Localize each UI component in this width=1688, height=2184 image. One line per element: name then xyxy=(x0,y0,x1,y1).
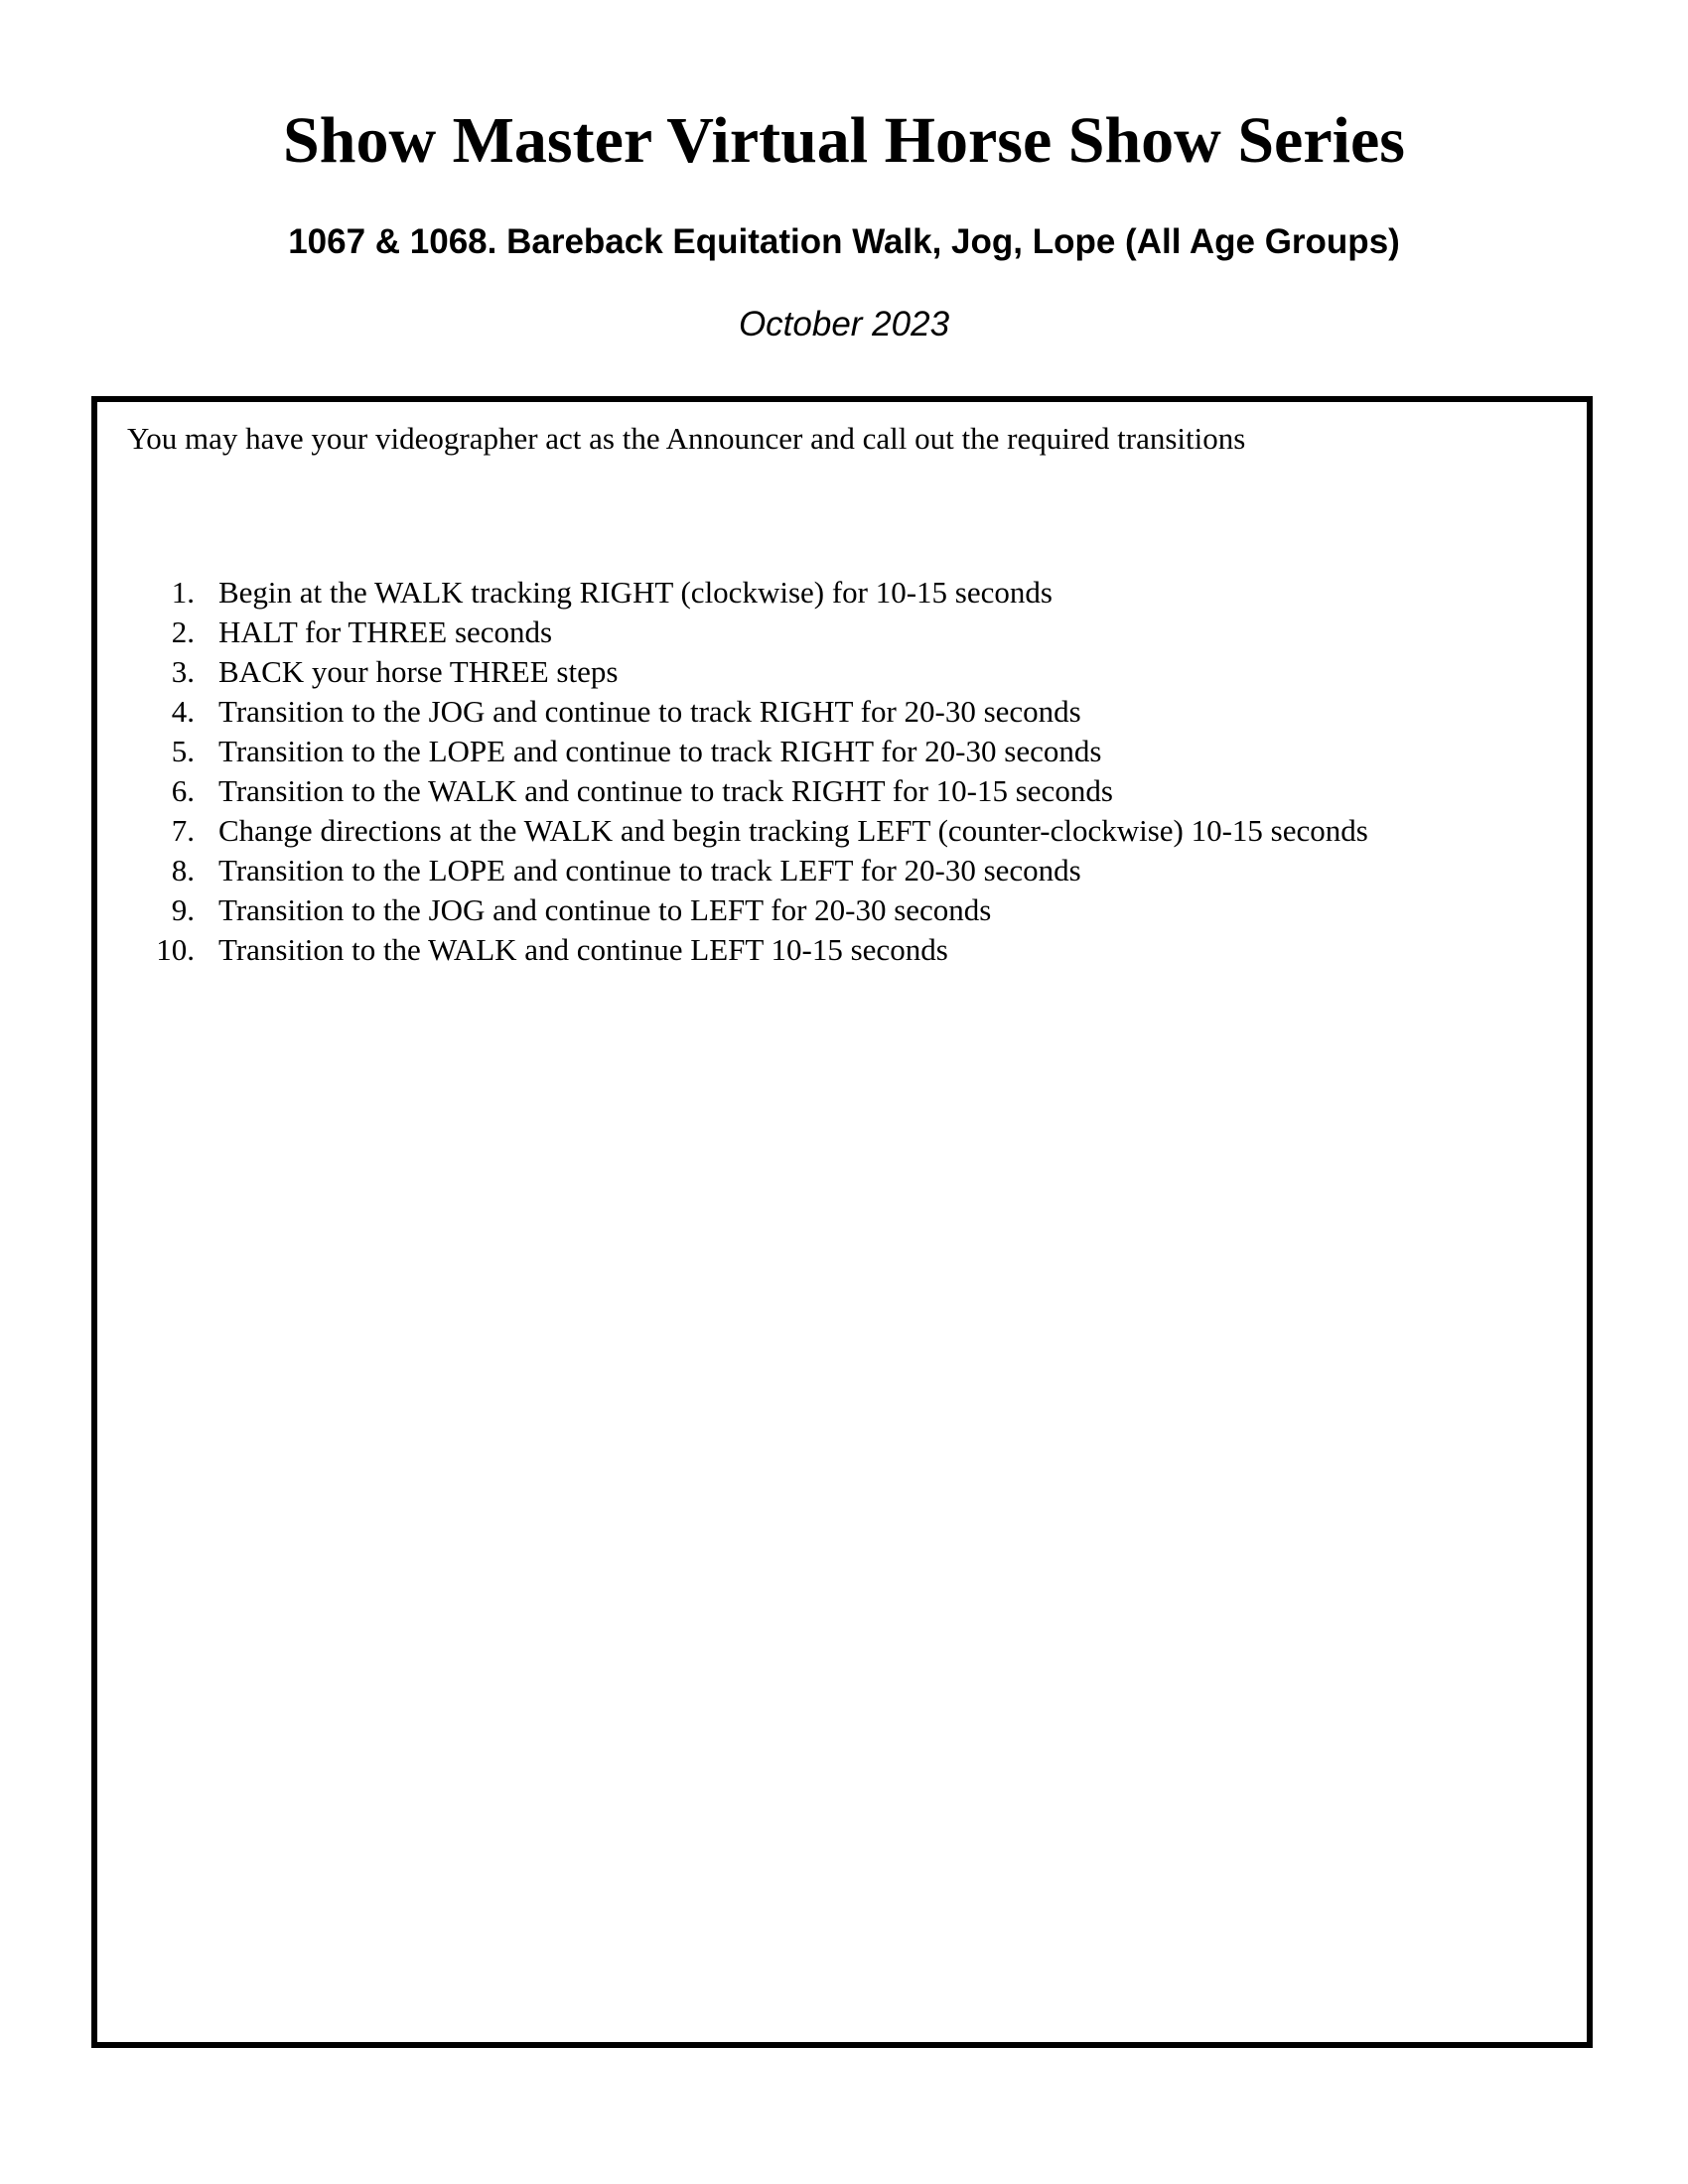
step-text: Change directions at the WALK and begin tracking LEFT (counter-clockwise) 10-15 seconds xyxy=(218,813,1368,848)
step-number: 3. xyxy=(171,654,195,689)
step-number: 7. xyxy=(171,813,195,848)
step-number: 5. xyxy=(171,734,195,768)
step-number: 9. xyxy=(171,892,195,927)
step-number: 10. xyxy=(156,932,195,967)
step-text: BACK your horse THREE steps xyxy=(218,654,619,689)
step-text: Transition to the JOG and continue to track RIGHT for 20-30 seconds xyxy=(218,694,1081,729)
step-item xyxy=(97,573,1368,613)
step-text: HALT for THREE seconds xyxy=(218,614,553,649)
step-text: Transition to the LOPE and continue to track RIGHT for 20-30 seconds xyxy=(218,734,1102,768)
steps-list xyxy=(97,573,1368,970)
step-text: Transition to the LOPE and continue to track LEFT for 20-30 seconds xyxy=(218,853,1081,887)
pattern-box xyxy=(91,396,1593,2048)
step-item xyxy=(97,652,1368,692)
step-text: Transition to the WALK and continue LEFT 10-15 seconds xyxy=(218,932,948,967)
step-number: 6. xyxy=(171,773,195,808)
step-number: 4. xyxy=(171,694,195,729)
step-item xyxy=(97,613,1368,652)
class-subtitle: 1067 & 1068. Bareback Equitation Walk, Jog, Lope (All Age Groups) xyxy=(288,222,1400,261)
step-item xyxy=(97,890,1368,930)
step-item xyxy=(97,771,1368,811)
step-item xyxy=(97,930,1368,970)
step-number: 8. xyxy=(171,853,195,887)
step-item xyxy=(97,692,1368,732)
document-date: October 2023 xyxy=(738,305,950,343)
step-item xyxy=(97,811,1368,851)
step-text: Transition to the JOG and continue to LEFT for 20-30 seconds xyxy=(218,892,992,927)
step-number: 2. xyxy=(171,614,195,649)
intro-text: You may have your videographer act as the Announcer and call out the required transitions xyxy=(127,421,1246,456)
step-item xyxy=(97,851,1368,890)
step-number: 1. xyxy=(171,575,195,610)
step-text: Begin at the WALK tracking RIGHT (clockwise) for 10-15 seconds xyxy=(218,575,1053,610)
step-text: Transition to the WALK and continue to track RIGHT for 10-15 seconds xyxy=(218,773,1113,808)
page-title: Show Master Virtual Horse Show Series xyxy=(283,104,1405,177)
step-item xyxy=(97,732,1368,771)
